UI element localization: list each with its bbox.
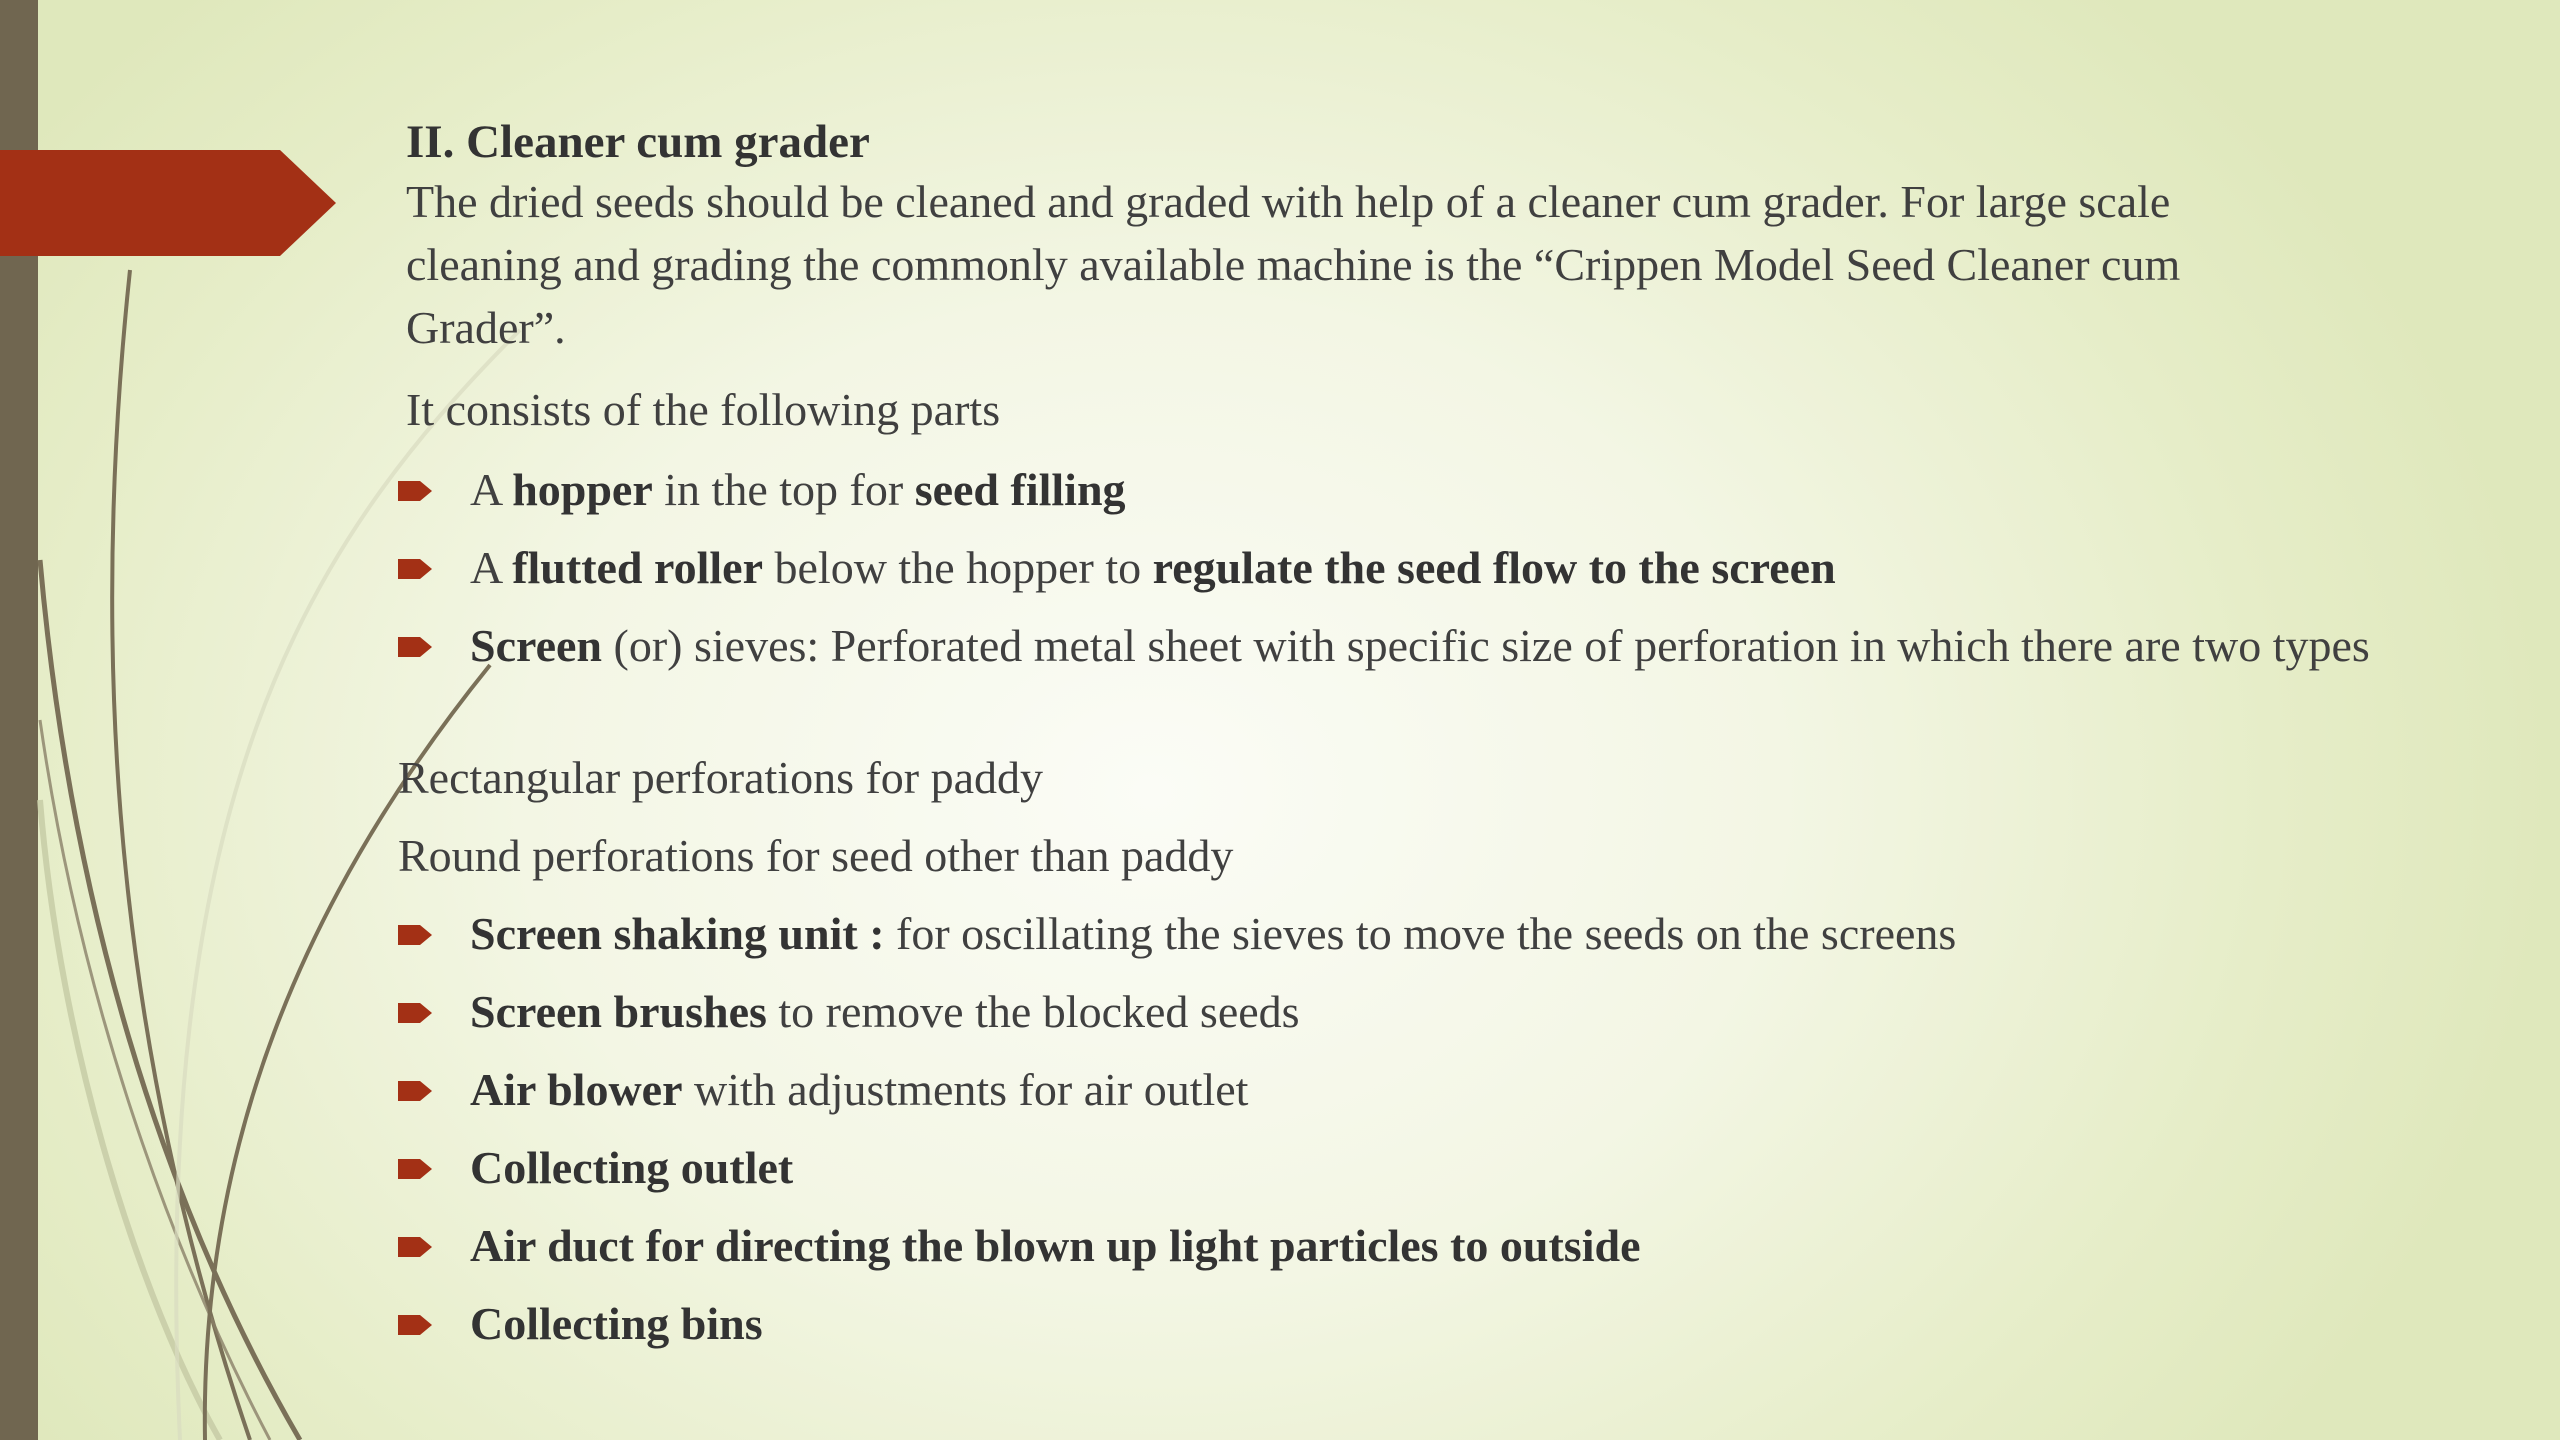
slide-content: II. Cleaner cum grader The dried seeds should be cleaned and graded with help of a cleaner cum grader. For large scale cleaning and grading the commonly available machine is the “Crippen Model Seed Cleaner cum Grader”. It consists of the following parts A hopper in the top for seed filling A flutted roller below the hopper to regulate the seed flow to the screen Screen (or) sieves: Perforated metal sheet with specific size of perforation in which there are two types Rectangular perforations for paddy Round perforations for seed other than paddy Screen shaking unit : for oscillating the sieves to move the seeds on the screens Screen brushes to remove the blocked seeds Air blower with adjustments for air outlet Collecting outlet Air duct for directing the blown up light particles to outside Collecting bins — [0, 0, 2560, 1440]
arrow-bullet-icon — [398, 922, 434, 948]
slide-heading: II. Cleaner cum grader — [406, 116, 870, 168]
arrow-bullet-icon — [398, 1000, 434, 1026]
arrow-bullet-icon — [398, 556, 434, 582]
arrow-bullet-icon — [398, 1234, 434, 1260]
arrow-bullet-icon — [398, 1078, 434, 1104]
plain-line: Rectangular perforations for paddy — [398, 752, 1044, 803]
parts-lead-text: It consists of the following parts — [406, 384, 1001, 435]
intro-paragraph: The dried seeds should be cleaned and graded with help of a cleaner cum grader. For large scale cleaning and grading the commonly available machine is the “Crippen Model Seed Cleaner cum Grader”. — [406, 176, 2181, 353]
arrow-bullet-icon — [398, 1312, 434, 1338]
arrow-bullet-icon — [398, 634, 434, 660]
arrow-bullet-icon — [398, 1156, 434, 1182]
plain-line: Round perforations for seed other than paddy — [398, 830, 1234, 881]
arrow-bullet-icon — [398, 478, 434, 504]
